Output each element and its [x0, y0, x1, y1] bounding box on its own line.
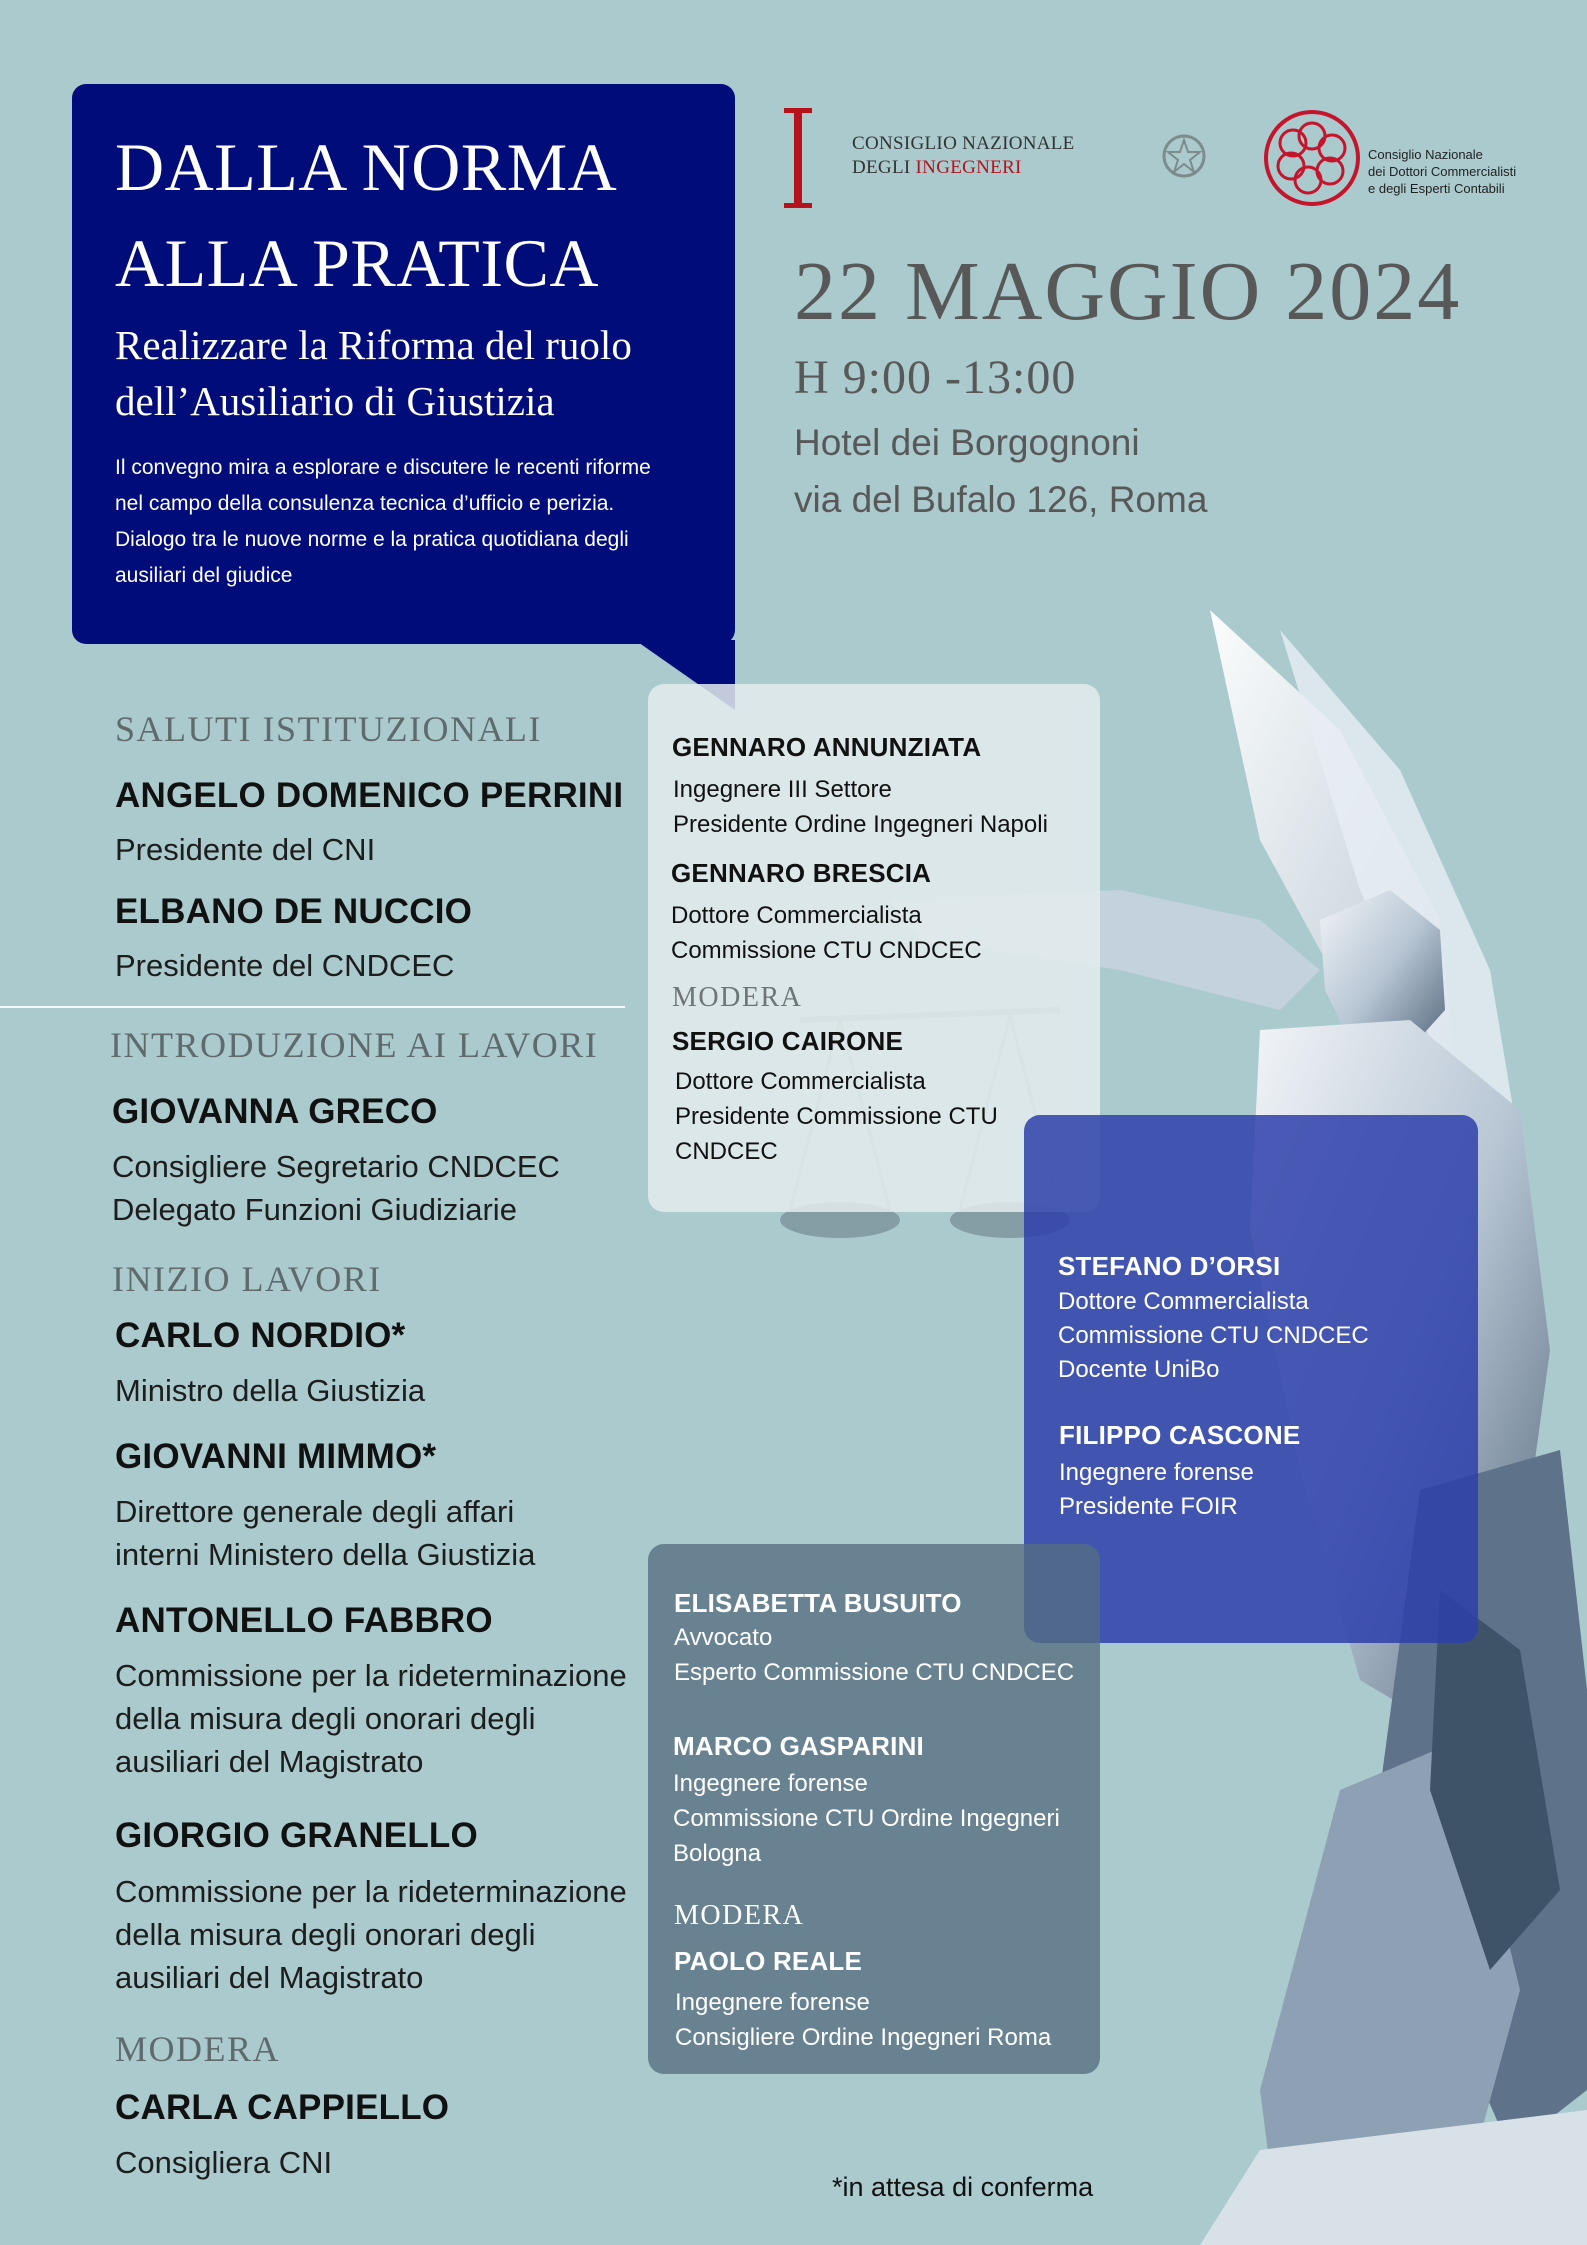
moderator-role: Consigliere Ordine Ingegneri Roma [675, 2024, 1052, 2051]
event-subtitle [115, 317, 725, 429]
speaker-role: Ingegnere forense [673, 1770, 868, 1797]
speaker-name: ELBANO DE NUCCIO [115, 892, 473, 931]
moderator-name: PAOLO REALE [674, 1946, 863, 1976]
speaker-role: Bologna [673, 1840, 762, 1867]
speaker-role: Docente UniBo [1058, 1356, 1220, 1383]
description-line: ausiliari del giudice [115, 564, 293, 587]
cni-logo-degli: DEGLI [852, 157, 916, 178]
event-title-line-1: DALLA NORMA [115, 129, 618, 205]
event-date: 22 MAGGIO 2024 [794, 245, 1462, 338]
description-line: nel campo della consulenza tecnica d’ufficio e perizia. [115, 492, 615, 515]
speaker-name: FILIPPO CASCONE [1059, 1420, 1301, 1450]
speaker-name: CARLA CAPPIELLO [115, 2088, 450, 2127]
cndcec-logo-line: dei Dottori Commercialisti [1368, 164, 1517, 179]
speaker-role: ausiliari del Magistrato [115, 1744, 424, 1779]
event-time: H 9:00 -13:00 [794, 351, 1077, 404]
event-description [115, 450, 705, 594]
cni-logo-line-2 [852, 156, 1075, 180]
speaker-role: Ingegnere forense [1059, 1459, 1254, 1486]
speaker-role: interni Ministero della Giustizia [115, 1537, 536, 1572]
speaker-role: Commissione per la rideterminazione [115, 1658, 627, 1693]
speaker-name: MARCO GASPARINI [673, 1731, 924, 1761]
speaker-role: Consigliera CNI [115, 2145, 333, 2180]
moderator-role: Presidente Commissione CTU [675, 1103, 998, 1130]
moderator-label: MODERA [672, 982, 803, 1013]
speaker-role: Dottore Commercialista [1058, 1288, 1309, 1315]
speaker-role: Consigliere Segretario CNDCEC [112, 1149, 560, 1184]
speaker-name: ANGELO DOMENICO PERRINI [115, 776, 624, 815]
moderator-role: CNDCEC [675, 1138, 778, 1165]
cni-logo [794, 108, 1124, 208]
speaker-role: Delegato Funzioni Giudiziarie [112, 1192, 517, 1227]
speaker-role: Presidente FOIR [1059, 1493, 1238, 1520]
speaker-role: della misura degli onorari degli [115, 1917, 536, 1952]
cni-logo-line-1: CONSIGLIO NAZIONALE [852, 133, 1075, 154]
speaker-role: Commissione CTU Ordine Ingegneri [673, 1805, 1060, 1832]
moderator-role: Dottore Commercialista [675, 1068, 926, 1095]
speaker-name: GIORGIO GRANELLO [115, 1816, 478, 1855]
cndcec-logo-line: e degli Esperti Contabili [1368, 181, 1505, 196]
speaker-name: CARLO NORDIO* [115, 1316, 406, 1355]
speaker-role: Ministro della Giustizia [115, 1373, 426, 1408]
event-venue: Hotel dei Borgognoni [794, 422, 1140, 463]
speaker-name: GENNARO BRESCIA [671, 858, 932, 888]
description-line: Dialogo tra le nuove norme e la pratica quotidiana degli [115, 528, 629, 551]
section-heading-introduzione: INTRODUZIONE AI LAVORI [110, 1025, 599, 1065]
cni-logo-mark [794, 108, 802, 206]
speaker-name: GIOVANNI MIMMO* [115, 1437, 437, 1476]
speaker-role: Presidente del CNI [115, 832, 376, 867]
description-line: Il convegno mira a esplorare e discutere le recenti riforme [115, 456, 651, 479]
cndcec-logo-line: Consiglio Nazionale [1368, 147, 1483, 162]
section-heading-saluti: SALUTI ISTITUZIONALI [115, 709, 542, 749]
speaker-role: Commissione CTU CNDCEC [671, 937, 982, 964]
cni-logo-text [852, 132, 1075, 180]
event-title [115, 119, 735, 311]
cni-logo-ingegneri: INGEGNERI [915, 157, 1022, 178]
event-subtitle-line-1: Realizzare la Riforma del ruolo [115, 322, 632, 368]
speaker-role: Presidente del CNDCEC [115, 948, 455, 983]
speaker-role: ausiliari del Magistrato [115, 1960, 424, 1995]
cndcec-logo-text [1368, 146, 1558, 197]
event-subtitle-line-2: dell’Ausiliario di Giustizia [115, 378, 555, 424]
section-heading-modera: MODERA [115, 2029, 281, 2069]
cndcec-logo [1262, 108, 1562, 208]
speaker-role: Direttore generale degli affari [115, 1494, 515, 1529]
speaker-role: Dottore Commercialista [671, 902, 922, 929]
hero-banner [72, 84, 735, 644]
speaker-name: ANTONELLO FABBRO [115, 1601, 493, 1640]
speaker-name: STEFANO D’ORSI [1058, 1251, 1281, 1281]
speaker-role: Commissione per la rideterminazione [115, 1874, 627, 1909]
speaker-name: ELISABETTA BUSUITO [674, 1588, 962, 1618]
italian-republic-emblem-icon [1160, 132, 1208, 182]
cndcec-logo-mark-icon [1262, 108, 1362, 208]
footnote: *in attesa di conferma [832, 2172, 1094, 2202]
moderator-label: MODERA [674, 1900, 805, 1931]
section-heading-inizio: INIZIO LAVORI [112, 1259, 382, 1299]
event-address: via del Bufalo 126, Roma [794, 479, 1208, 520]
speaker-role: Ingegnere III Settore [673, 776, 892, 803]
speaker-role: della misura degli onorari degli [115, 1701, 536, 1736]
event-title-line-2: ALLA PRATICA [115, 225, 599, 301]
speaker-name: GIOVANNA GRECO [112, 1092, 438, 1131]
cni-logo-serif-top [784, 108, 812, 113]
moderator-role: Ingegnere forense [675, 1989, 870, 2016]
speaker-role: Presidente Ordine Ingegneri Napoli [673, 811, 1048, 838]
cni-logo-serif-bottom [784, 203, 812, 208]
moderator-name: SERGIO CAIRONE [672, 1026, 904, 1056]
speaker-name: GENNARO ANNUNZIATA [672, 732, 982, 762]
section-divider [0, 1006, 625, 1008]
speaker-role: Commissione CTU CNDCEC [1058, 1322, 1369, 1349]
speaker-role: Esperto Commissione CTU CNDCEC [674, 1659, 1075, 1686]
speaker-role: Avvocato [674, 1624, 773, 1651]
